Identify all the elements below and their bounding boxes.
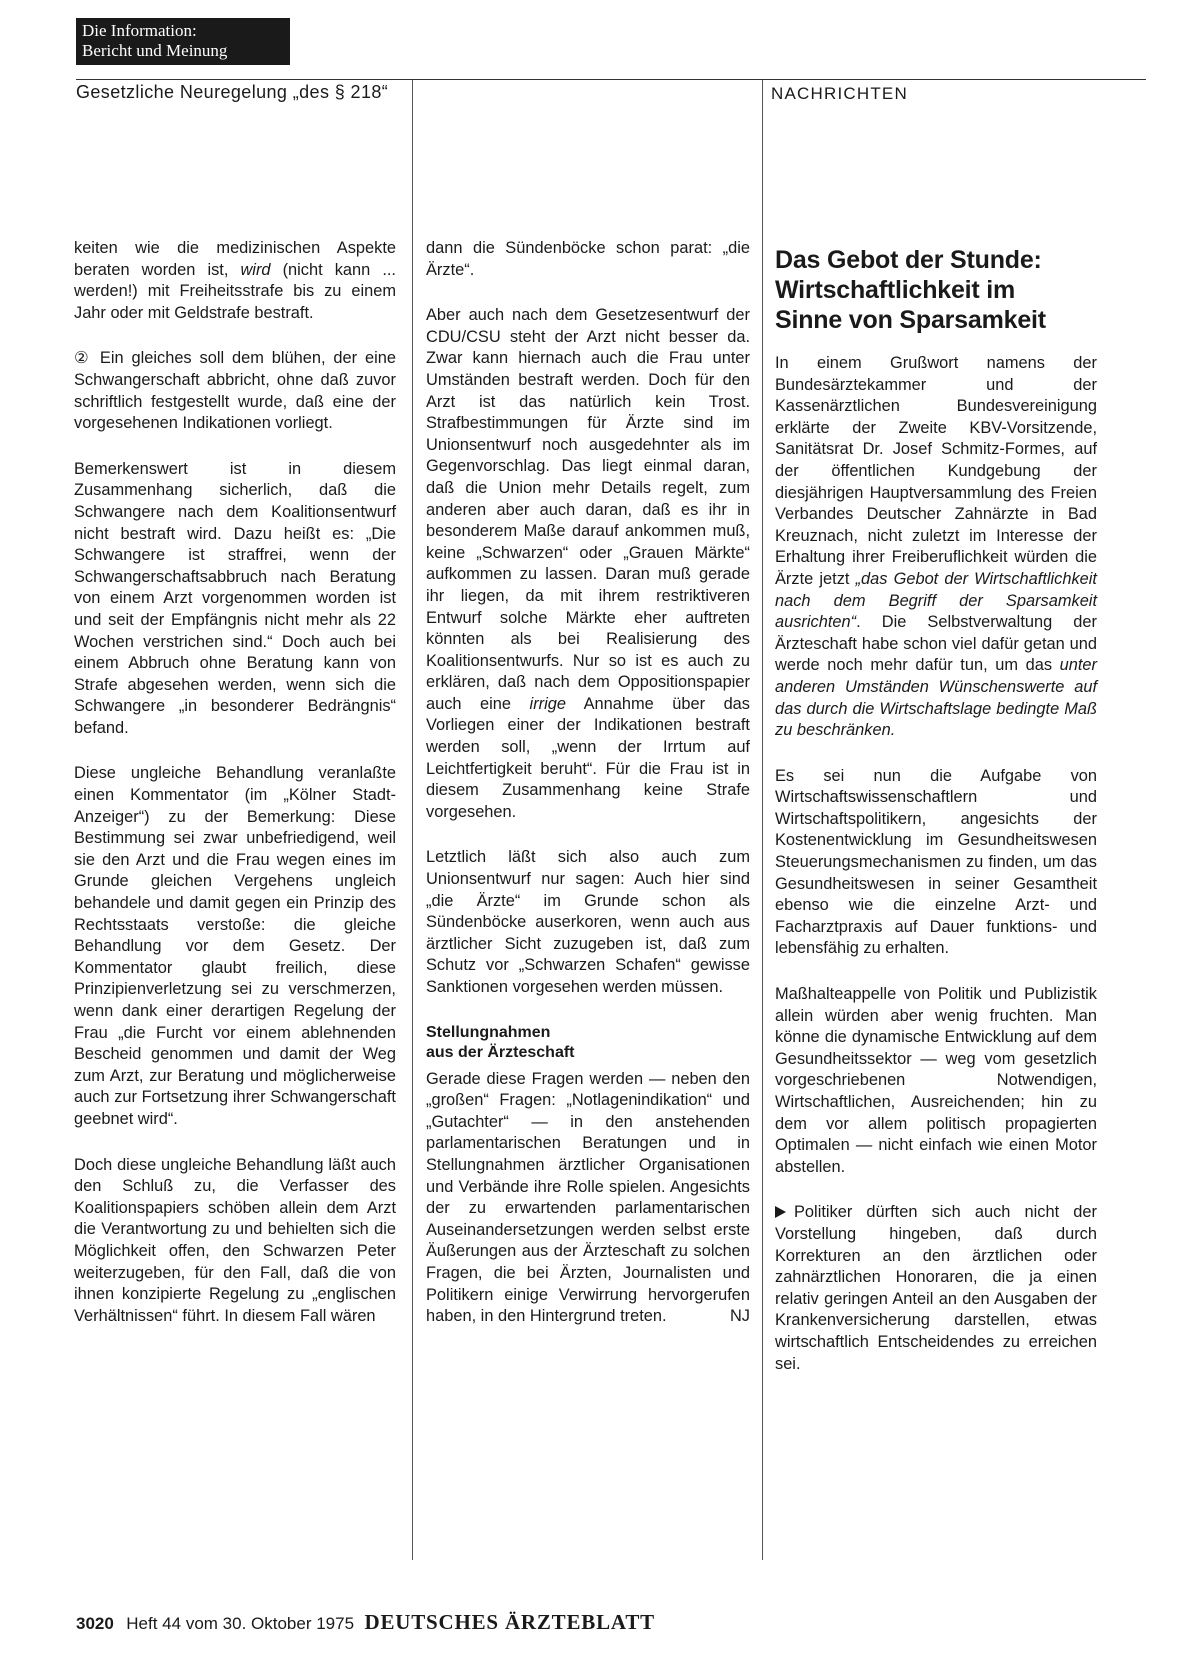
paragraph: Politiker dürften sich auch nicht der Vorstellung hingeben, daß durch Korrekturen an den ärztlichen oder zahnärztlichen Honoraren, die ja einen relativ geringen Anteil an den Ausgaben der Krankenversicherung darstellen, etwas wirtschaftlich Entscheidendes zu erreichen sei. — [775, 1203, 1097, 1373]
badge-line-1: Die Information: — [82, 21, 197, 40]
header-rule — [76, 79, 1146, 80]
paragraph: In einem Grußwort namens der Bundesärztekammer und der Kassenärztlichen Bundesvereinigung erklärte der Zweite KBV-Vorsitzende, Sanitätsrat Dr. Josef Schmitz-Formes, auf der öffentlichen Kundgebung der diesjährigen Hauptversammlung des Freien Verbandes Deutscher Zahnärzte in Bad Kreuznach, nicht zuletzt im Interesse der Erhaltung ihrer Freiberuflichkeit würden die Ärzte jetzt „das Gebot der Wirtschaftlichkeit nach dem Begriff der Sparsamkeit ausrichten“. Die Selbstverwaltung der Ärzteschaft habe schon viel dafür getan und werde noch mehr dafür tun, um das unter anderen Umständen Wünschenswerte auf das durch die Wirtschaftslage bedingte Maß zu beschränken. — [775, 354, 1097, 740]
paragraph: Diese ungleiche Behandlung veranlaßte einen Kommentator (im „Kölner Stadt-Anzeiger“) zu der Bemerkung: Diese Bestimmung sei zwar unbefriedigend, weil sie den Arzt und die Frau wegen eines im Grunde gleichen Vergehens ungleich behandele und damit gegen ein Prinzip des Rechtsstaats verstoße: die gleiche Behandlung vor dem Gesetz. Der Kommentator glaubt freilich, diese Prinzipienverletzung sei zu verschmerzen, wenn dank einer derartigen Regelung der Frau „die Furcht vor einem ablehnenden Bescheid genommen und damit der Weg zum Arzt, zur Beratung und möglicherweise auch zur Fortsetzung ihrer Schwangerschaft geebnet wird“. — [74, 764, 396, 1128]
paragraph: Bemerkenswert ist in diesem Zusammenhang sicherlich, daß die Schwangere nach dem Koalitionsentwurf nicht bestraft wird. Dazu heißt es: „Die Schwangere ist straffrei, wenn der Schwangerschaftsabbruch nach Beratung von einem Arzt vorgenommen worden ist und seit der Empfängnis nicht mehr als 22 Wochen verstrichen sind.“ Doch auch bei einem Abbruch ohne Beratung kann von Strafe abgesehen werden, wenn sich die Schwangere „in besonderer Bedrängnis“ befand. — [74, 459, 396, 737]
paragraph: dann die Sündenböcke schon parat: „die Ärzte“. — [426, 239, 750, 279]
badge-line-2: Bericht und Meinung — [82, 41, 228, 60]
article-column-3 — [775, 245, 1097, 1399]
article-headline: Das Gebot der Stunde: Wirtschaftlichkeit im Sinne von Sparsamkeit — [775, 246, 1046, 334]
article-column-1 — [74, 238, 396, 1351]
article-column-2 — [426, 238, 750, 1352]
author-signature: NJ — [729, 1307, 750, 1326]
paragraph: Es sei nun die Aufgabe von Wirtschaftswissenschaftlern und Wirtschaftspolitikern, angesichts der Kostenentwicklung im Gesundheitswesen Steuerungsmechanismen zu finden, um das Gesundheitswesen in seiner Gesamtheit ebenso wie die einzelne Arzt- und Facharztpraxis auf Dauer funktions- und lebensfähig zu erhalten. — [775, 766, 1097, 958]
magazine-name: DEUTSCHES ÄRZTEBLATT — [364, 1610, 655, 1634]
paragraph: Maßhalteappelle von Politik und Publizistik allein würden aber wenig fruchten. Man könne die dynamische Entwicklung auf dem Gesundheitssektor — weg vom gesetzlich vorgeschriebenen Notwendigen, Wirtschaftlichen, Ausreichenden; hin zu dem vor allem politisch propagierten Optimalen — nicht einfach wie einen Motor abstellen. — [775, 985, 1097, 1176]
subheading: Stellungnahmen aus der Ärzteschaft — [426, 1023, 575, 1061]
page-footer — [76, 1610, 655, 1635]
paragraph: Doch diese ungleiche Behandlung läßt auch den Schluß zu, die Verfasser des Koalitionspapiers schöben allein dem Arzt die Verantwortung zu und behielten sich die Möglichkeit offen, den Schwarzen Peter weiterzugeben, für den Fall, daß die von ihnen konzipierte Regelung zu „englischen Verhältnissen“ führt. In diesem Fall wären — [74, 1155, 396, 1325]
paragraph: keiten wie die medizinischen Aspekte beraten worden ist, wird (nicht kann ... werden!) mit Freiheitsstrafe bis zu einem Jahr oder mit Geldstrafe bestraft. — [74, 239, 396, 322]
paragraph: Gerade diese Fragen werden — neben den „großen“ Fragen: „Notlagenindikation“ und „Gutachter“ — in den anstehenden parlamentarischen Beratungen und in Stellungnahmen ärztlicher Organisationen und Verbände ihre Rolle spielen. Angesichts der zu erwartenden parlamentarischen Auseinandersetzungen werden selbst erste Äußerungen aus der Ärzteschaft zu solchen Fragen, die bei Ärzten, Journalisten und Politikern einige Verwirrung hervorgerufen haben, in den Hintergrund treten. NJ — [426, 1069, 750, 1328]
paragraph: ② Ein gleiches soll dem blühen, der eine Schwangerschaft abbricht, ohne daß zuvor schriftlich festgestellt wurde, daß eine der vorgesehenen Indikationen vorliegt. — [74, 349, 396, 433]
section-label: NACHRICHTEN — [771, 84, 908, 103]
triangle-arrow-icon — [775, 1206, 786, 1218]
issue-info: Heft 44 vom 30. Oktober 1975 — [126, 1614, 355, 1633]
running-title: Gesetzliche Neuregelung „des § 218“ — [76, 82, 389, 102]
paragraph: Letztlich läßt sich also auch zum Unionsentwurf nur sagen: Auch hier sind „die Ärzte“ im Grunde schon als Sündenböcke auserkoren, wenn auch aus ärztlicher Sicht zuzugeben ist, daß zum Schutz vor „Schwarzen Schafen“ gewisse Sanktionen vorgesehen werden müssen. — [426, 848, 750, 996]
column-divider-1 — [412, 80, 413, 1560]
section-badge — [76, 18, 290, 65]
column-divider-2 — [762, 80, 763, 1560]
paragraph: Aber auch nach dem Gesetzesentwurf der CDU/CSU steht der Arzt nicht besser da. Zwar kann hiernach auch die Frau unter Umständen bestraft werden. Doch für den Arzt ist das natürlich kein Trost. Strafbestimmungen für Ärzte sind im Unionsentwurf noch ausgedehnter als im Gegenvorschlag. Das liegt einmal daran, daß die Union mehr Details regelt, zum anderen aber auch daran, daß es ihr in besonderem Maße darauf ankommen muß, keine „Schwarzen“ oder „Grauen Märkte“ aufkommen zu lassen. Daran muß gerade ihr liegen, da mit ihrem restriktiveren Entwurf solche Märkte eher auftreten könnten als bei Realisierung des Koalitionsentwurfs. Nur so ist es auch zu erklären, daß nach dem Oppositionspapier auch eine irrige Annahme über das Vorliegen einer der Indikationen bestraft werden soll, „wenn der Irrtum auf Leichtfertigkeit beruht“. Für die Frau ist in diesem Zusammenhang keine Strafe vorgesehen. — [426, 306, 750, 821]
page-number: 3020 — [76, 1614, 114, 1633]
